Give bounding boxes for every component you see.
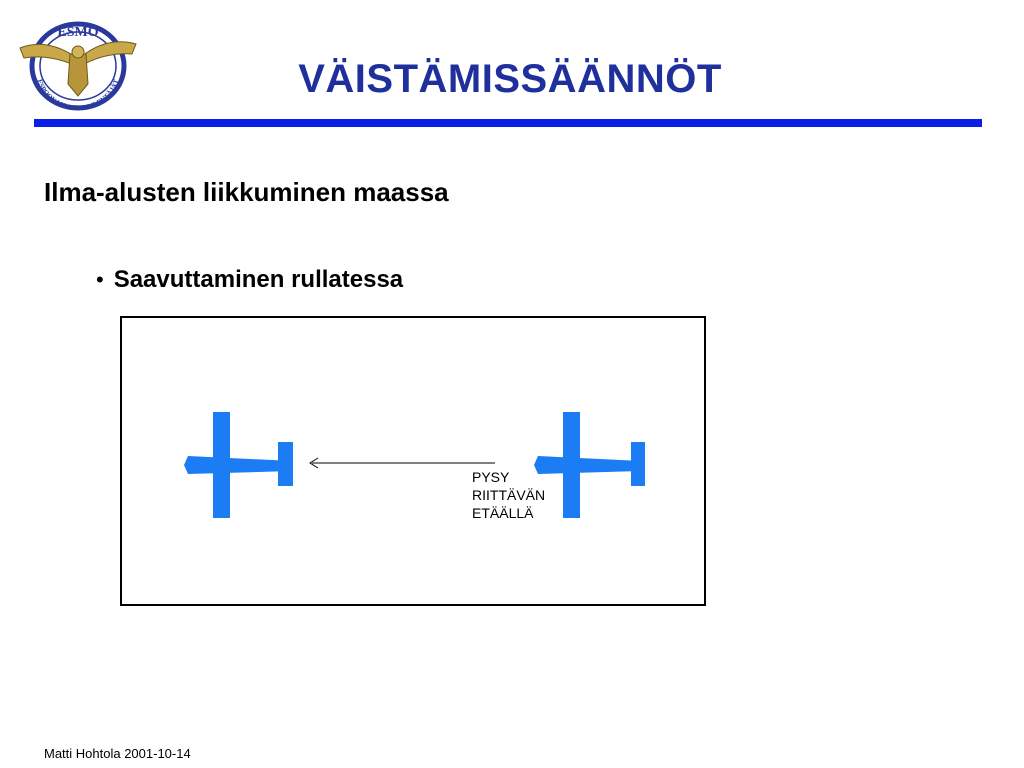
arrow-left-icon (310, 458, 495, 468)
caption-line: PYSY (472, 469, 510, 485)
logo-ring-text: ESPOON MOOTTORILENTÄJÄT (35, 78, 121, 113)
aircraft-icon (534, 412, 645, 518)
aircraft-icon (184, 412, 293, 518)
page-title: VÄISTÄMISSÄÄNNÖT (298, 57, 722, 101)
section-heading: Ilma-alusten liikkuminen maassa (44, 177, 449, 207)
caption-line: ETÄÄLLÄ (472, 505, 534, 521)
title-divider (34, 119, 982, 127)
esmo-logo (16, 14, 138, 114)
caption-line: RIITTÄVÄN (472, 487, 546, 503)
diagram-caption (472, 468, 545, 522)
diagram (120, 316, 708, 608)
bullet-dot-icon: • (96, 267, 104, 292)
bullet-item (96, 265, 403, 295)
bullet-text: Saavuttaminen rullatessa (113, 266, 404, 293)
logo-top-text: ESMO (57, 25, 99, 40)
footer-text: Matti Hohtola 2001-10-14 (44, 746, 191, 761)
